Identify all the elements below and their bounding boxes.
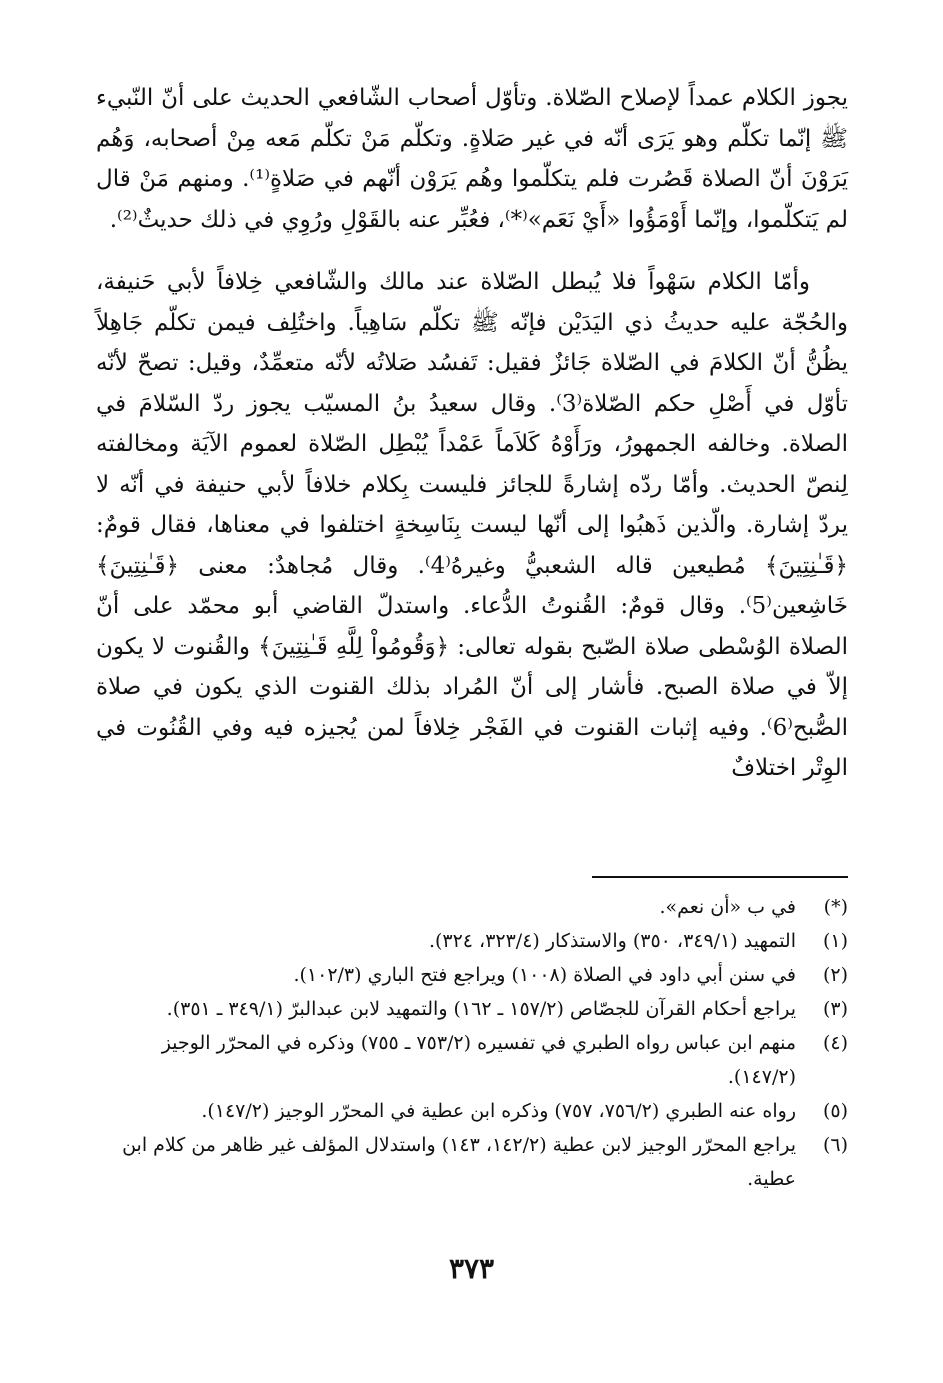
- footnote-text: في سنن أبي داود في الصلاة (١٠٠٨) ويراجع فتح الباري (١٠٢/٣).: [293, 964, 796, 986]
- footnote-text: يراجع أحكام القرآن للجصّاص (١٥٧/٢ ـ ١٦٢) والتمهيد لابن عبدالبرّ (٣٤٩/١ ـ ٣٥١).: [166, 998, 796, 1020]
- footnote-marker: (٦): [822, 1134, 848, 1156]
- main-text: [96, 78, 848, 789]
- paragraph-2: وأمّا الكلام سَهْواً فلا يُبطل الصّلاة عند مالك والشّافعي خِلافاً لأبي حَنيفة، والحُجّة عليه حديثُ ذي اليَدَيْن فإنّه ﷺ تكلّم سَاهِياً. واختُلِف فيمن تكلّم جَاهِلاً يظُنُّ أنّ الكلامَ في الصّلاة جَائزٌ فقيل: تَفسُد صَلاتُه لأنّه متعمِّدٌ، وقيل: تصحّ لأنّه تأوّل في أَصْلِ حكم الصّلاة⁽3⁾. وقال سعيدُ بنُ المسيّب يجوز ردّ السّلامَ في الصلاة. وخالفه الجمهورُ، ورَأَوْهُ كَلاَماً عَمْداً يُبْطِل الصّلاة لعموم الآيَة ومخالفته لِنصّ الحديث. وأمّا ردّه إشارةً للجائز فليست بِكلام خلافاً لأبي حنيفة في أنّه لا يردّ إشارة. والّذين ذَهبُوا إلى أنّها ليست بِنَاسِخةٍ اختلفوا في معناها، فقال قومٌ: ﴿قَـٰنِتِينَ﴾ مُطيعين قاله الشعبيُّ وغيرهُ⁽4⁾. وقال مُجاهدٌ: معنى ﴿قَـٰنِتِينَ﴾ خَاشِعين⁽5⁾. وقال قومٌ: القُنوتُ الدُّعاء. واستدلّ القاضي أبو محمّد على أنّ الصلاة الوُسْطى صلاة الصّبح بقوله تعالى: ﴿وَقُومُواْ لِلَّهِ قَـٰنِتِينَ﴾ والقُنوت لا يكون إلاّ في صلاة الصبح. فأشار إلى أنّ المُراد بذلك القنوت الذي يكون في صلاة الصُّبح⁽6⁾. وفيه إثبات القنوت في الفَجْر خِلافاً لمن يُجيزه فيه وفي القُنُوت في الوِتْر اختلافٌ: [96, 269, 848, 781]
- footnote-marker: (٣): [822, 998, 848, 1020]
- footnote-marker: (٢): [822, 964, 848, 986]
- footnote-3: [96, 992, 848, 1026]
- paragraph-1: يجوز الكلام عمداً لإصلاح الصّلاة. وتأوّل أصحاب الشّافعي الحديث على أنّ النّبيء ﷺ إنّما تكلّم وهو يَرَى أنّه في غير صَلاةٍ. وتكلّم مَنْ تكلّم مَعه مِنْ أصحابه، وَهُم يَرَوْنَ أنّ الصلاة قَصُرت فلم يتكلّموا وهُم يَرَوْن أنّهم في صَلاةٍ⁽¹⁾. ومنهم مَنْ قال لم يَتكلّموا، وإنّما أَوْمَؤُوا «أَيْ نَعَم»⁽*⁾، فعُبِّر عنه بالقَوْلِ ورُوِي في ذلك حديثٌ⁽²⁾.: [96, 85, 848, 233]
- footnote-star: [96, 890, 848, 924]
- footnote-separator: [592, 876, 848, 878]
- footnote-text: التمهيد (٣٤٩/١، ٣٥٠) والاستذكار (٣٢٣/٤، ٣٢٤).: [428, 930, 796, 952]
- footnote-text: في ب «أن نعم».: [659, 896, 796, 918]
- footnote-5: [96, 1094, 848, 1128]
- footnotes: [96, 890, 848, 1196]
- footnote-4: [96, 1026, 848, 1094]
- footnote-text: منهم ابن عباس رواه الطبري في تفسيره (٧٥٣/٢ ـ ٧٥٥) وذكره في المحرّر الوجيز (١٤٧/٢).: [161, 1032, 796, 1088]
- page-number: ٣٧٣: [448, 1252, 495, 1285]
- footnote-text: رواه عنه الطبري (٧٥٦/٢، ٧٥٧) وذكره ابن عطية في المحرّر الوجيز (١٤٧/٢).: [201, 1100, 796, 1122]
- footnote-marker: (١): [822, 930, 848, 952]
- footnote-marker: (٤): [822, 1032, 848, 1054]
- footnote-text: يراجع المحرّر الوجيز لابن عطية (١٤٢/٢، ١٤٣) واستدلال المؤلف غير ظاهر من كلام ابن عطية.: [122, 1134, 796, 1190]
- footnote-marker: (٥): [822, 1100, 848, 1122]
- footnote-1: [96, 924, 848, 958]
- footnote-6: [96, 1128, 848, 1196]
- footnote-2: [96, 958, 848, 992]
- footnote-marker: (*): [823, 896, 848, 918]
